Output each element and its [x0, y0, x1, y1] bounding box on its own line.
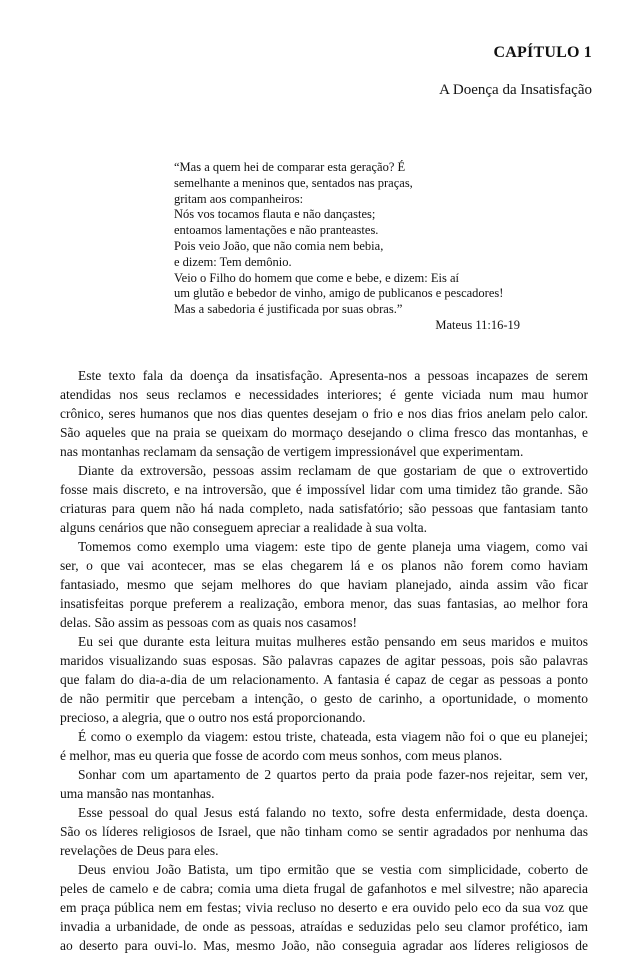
epigraph-line: entoamos lamentações e não pranteastes. — [174, 223, 379, 238]
epigraph-line: semelhante a meninos que, sentados nas praças, — [174, 175, 413, 190]
body-line: maridos visualizando suas esposas. São palavras capazes de agitar pessoas, pois são palavras — [60, 653, 588, 668]
body-line: Deus enviou João Batista, um tipo ermitão que se vestia com simplicidade, coberto de — [78, 862, 588, 877]
epigraph-line: Veio o Filho do homem que come e bebe, e dizem: Eis aí — [174, 270, 459, 285]
body-line: Diante da extroversão, pessoas assim reclamam de que gostariam de que o extrovertido — [78, 463, 588, 478]
epigraph-line: gritam aos companheiros: — [174, 191, 304, 206]
chapter-heading: CAPÍTULO 1 — [493, 44, 592, 61]
body-line: ao deserto para ouvi-lo. Mas, mesmo João, não conseguia agradar aos líderes religiosos de — [60, 938, 588, 953]
epigraph-line: Mas a sabedoria é justificada por suas obras.” — [174, 302, 403, 317]
body-line: uma mansão nas montanhas. — [60, 786, 215, 801]
epigraph-quote — [174, 160, 564, 318]
body-line: fantasiado, mesmo que sejam melhores do que haviam planejado, ainda assim vão ficar — [60, 577, 588, 592]
chapter-title: A Doença da Insatisfação — [439, 82, 592, 98]
body-line: São aqueles que na praia se queixam do mormaço desejando o clima fresco das montanhas, e — [60, 425, 588, 440]
body-line: criaturas para quem não há nada completo, nada satisfatório; são pessoas que fantasiam tanto — [60, 501, 588, 516]
body-line: atendidas nos seus reclamos e necessidades interiores; é gente viciada num mau humor — [60, 387, 588, 402]
body-text — [60, 366, 588, 955]
body-line: delas. São assim as pessoas com as quais nos casamos! — [60, 615, 357, 630]
body-line: que falam do dia-a-dia de um relacionamento. A fantasia é capaz de cegar as pessoas a ponto — [60, 672, 588, 687]
body-line: insatisfeitas porque preferem a realização, embora menor, das suas fantasias, ao melhor fora — [60, 596, 588, 611]
epigraph-line: “Mas a quem hei de comparar esta geração? É — [174, 160, 406, 174]
body-line: em praça pública nem em festas; vivia recluso no deserto e era ouvido pelo eco da sua voz que — [60, 900, 588, 915]
body-line: fosse mais discreto, e na introversão, que é impossível lidar com uma timidez tão grande. São — [60, 482, 588, 497]
body-line: revelações de Deus para eles. — [60, 843, 219, 858]
body-line: crônico, seres humanos que nos dias quentes desejam o frio e nos dias frios anelam pelo calor. — [60, 406, 588, 421]
epigraph-line: um glutão e bebedor de vinho, amigo de publicanos e pescadores! — [174, 286, 504, 301]
body-line: Esse pessoal do qual Jesus está falando no texto, sofre desta enfermidade, desta doença. — [78, 805, 588, 820]
epigraph-line: e dizem: Tem demônio. — [174, 254, 292, 269]
body-line: de não permitir que percebam a intenção, o gesto de carinho, a oportunidade, o momento — [60, 691, 588, 706]
body-line: nas montanhas reclamam da sensação de vertigem impressionável que experimentam. — [60, 444, 524, 459]
body-line: ser, o que vai acontecer, mas se elas chegarem lá e os planos não forem como haviam — [60, 558, 588, 573]
body-line: É como o exemplo da viagem: estou triste, chateada, esta viagem não foi o que eu planejei; — [78, 729, 588, 744]
body-line: Eu sei que durante esta leitura muitas mulheres estão pensando em seus maridos e muitos — [78, 634, 588, 649]
epigraph-line: Pois veio João, que não comia nem bebia, — [174, 238, 384, 253]
body-line: invadia a urbanidade, de onde as pessoas, atraídas e seduzidas pelo seu clamor profético, iam — [60, 919, 588, 934]
body-line: Este texto fala da doença da insatisfação. Apresenta-nos a pessoas incapazes de serem — [78, 368, 588, 383]
body-line: Sonhar com um apartamento de 2 quartos perto da praia pode fazer-nos rejeitar, sem ver, — [78, 767, 588, 782]
scripture-reference: Mateus 11:16-19 — [435, 318, 520, 332]
body-line: é melhor, mas eu queria que fosse de acordo com meus sonhos, com meus planos. — [60, 748, 503, 763]
body-line: São os líderes religiosos de Israel, que não tinham como se sentir agradados por nenhuma das — [60, 824, 588, 839]
body-line: alguns cenários que não conseguem apreciar a realidade à sua volta. — [60, 520, 427, 535]
body-line: precioso, a alegria, que o outro nos está proporcionando. — [60, 710, 366, 725]
body-line: Tomemos como exemplo uma viagem: este tipo de gente planeja uma viagem, como vai — [78, 539, 588, 554]
body-line: peles de camelo e de cabra; comia uma dieta frugal de gafanhotos e mel silvestre; não aparecia — [60, 881, 588, 896]
epigraph-line: Nós vos tocamos flauta e não dançastes; — [174, 207, 376, 222]
